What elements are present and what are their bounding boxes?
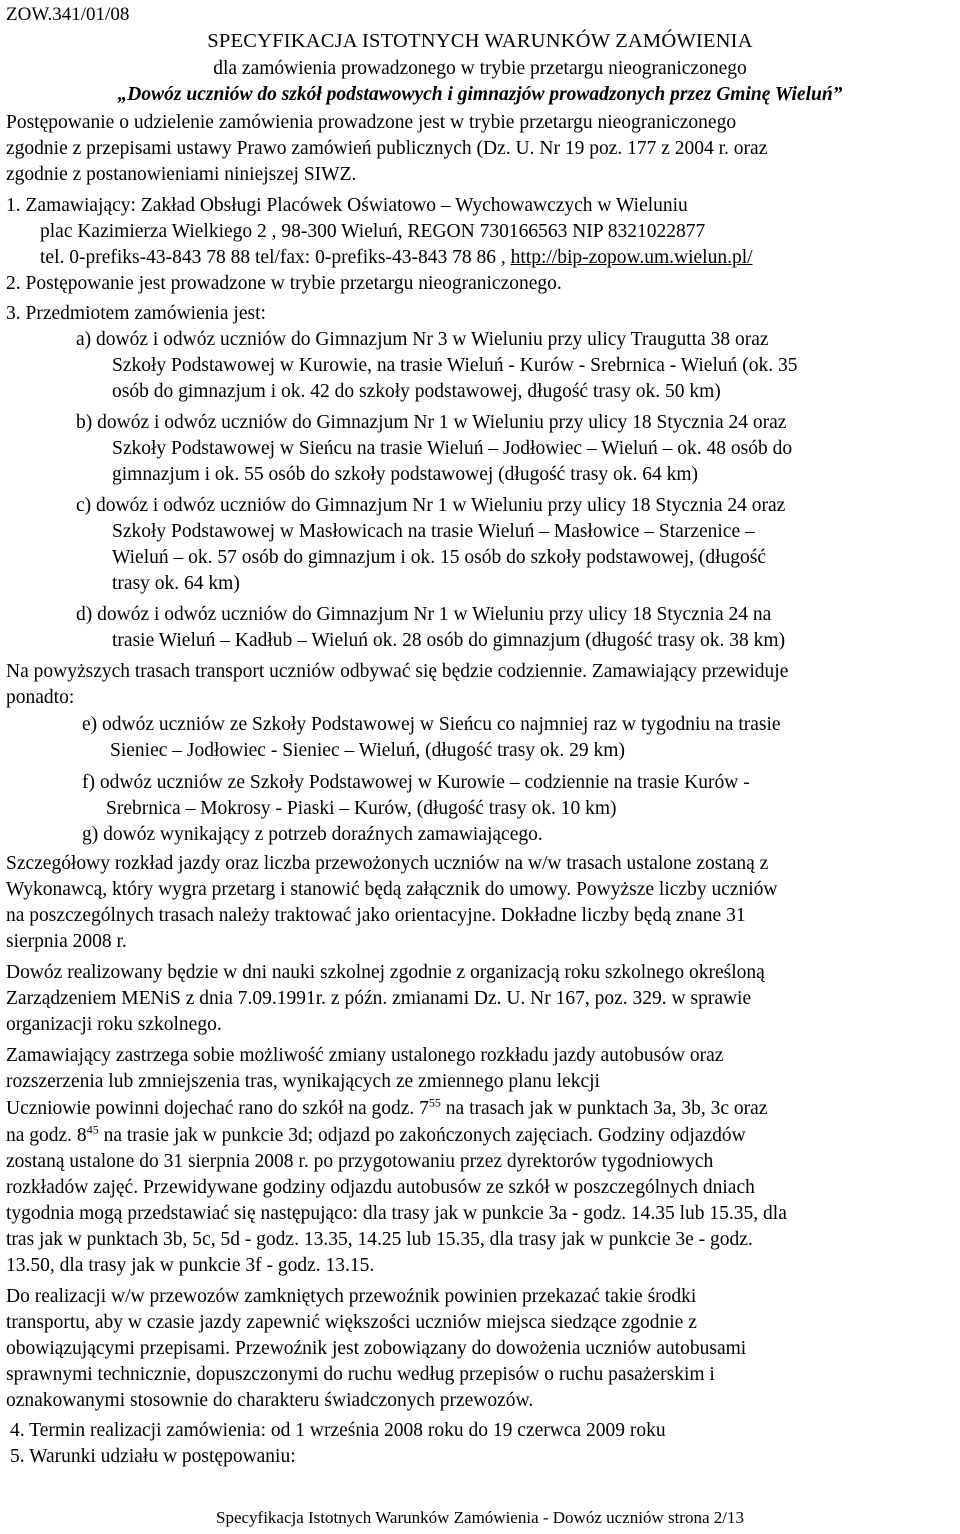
schedule-line: na poszczególnych trasach należy traktować jako orientacyjne. Dokładne liczby będą znane 31 — [6, 905, 746, 926]
arrival-line — [6, 1096, 767, 1122]
section-1-line: 1. Zamawiający: Zakład Obsługi Placówek Oświatowo – Wychowawczych w Wieluniu — [6, 195, 688, 216]
vehicle-requirements-line: Do realizacji w/w przewozów zamkniętych przewoźnik powinien przekazać takie środki — [6, 1286, 697, 1307]
daily-transport-line: Na powyższych trasach transport uczniów odbywać się będzie codziennie. Zamawiający przewiduje — [6, 661, 789, 682]
item-a-line: Szkoły Podstawowej w Kurowie, na trasie Wieluń - Kurów - Srebrnica - Wieluń (ok. 35 — [112, 355, 798, 376]
item-a-line: osób do gimnazjum i ok. 42 do szkoły podstawowej, długość trasy ok. 50 km) — [112, 381, 721, 402]
vehicle-requirements-line: obowiązującymi przepisami. Przewoźnik jest zobowiązany do dowożenia uczniów autobusami — [6, 1338, 747, 1359]
vehicle-requirements-line: transportu, aby w czasie jazdy zapewnić większości uczniów miejsca siedzące zgodnie z — [6, 1312, 697, 1333]
page-footer: Specyfikacja Istotnych Warunków Zamówienia - Dowóz uczniów strona 2/13 — [215, 1508, 744, 1527]
item-f-line: Srebrnica – Mokrosy - Piaski – Kurów, (długość trasy ok. 10 km) — [106, 798, 617, 819]
item-b-line: gimnazjum i ok. 55 osób do szkoły podstawowej (długość trasy ok. 64 km) — [112, 464, 699, 485]
item-d-line: d) dowóz i odwóz uczniów do Gimnazjum Nr 1 w Wieluniu przy ulicy 18 Stycznia 24 na — [76, 604, 772, 625]
section-1-contact — [40, 245, 753, 271]
item-c-line: Szkoły Podstawowej w Masłowicach na trasie Wieluń – Masłowice – Starzenice – — [112, 521, 755, 542]
schedule-line: Wykonawcą, który wygra przetarg i stanowić będą załącznik do umowy. Powyższe liczby uczniów — [6, 879, 778, 900]
item-c-line: c) dowóz i odwóz uczniów do Gimnazjum Nr 1 w Wieluniu przy ulicy 18 Stycznia 24 oraz — [76, 495, 786, 516]
item-b-line: b) dowóz i odwóz uczniów do Gimnazjum Nr 1 w Wieluniu przy ulicy 18 Stycznia 24 oraz — [76, 412, 787, 433]
document-title: SPECYFIKACJA ISTOTNYCH WARUNKÓW ZAMÓWIENIA — [207, 30, 753, 52]
document-subtitle: dla zamówienia prowadzonego w trybie przetargu nieograniczonego — [213, 58, 747, 79]
section-5: 5. Warunki udziału w postępowaniu: — [10, 1446, 296, 1467]
intro-line: Postępowanie o udzielenie zamówienia prowadzone jest w trybie przetargu nieograniczonego — [6, 112, 737, 133]
intro-line: zgodnie z postanowieniami niniejszej SIWZ. — [6, 164, 357, 185]
arrival-minutes: 45 — [86, 1122, 99, 1137]
section-3: 3. Przedmiotem zamówienia jest: — [6, 303, 266, 324]
section-4: 4. Termin realizacji zamówienia: od 1 września 2008 roku do 19 czerwca 2009 roku — [10, 1420, 666, 1441]
bip-link[interactable]: http://bip-zopow.um.wielun.pl/ — [510, 247, 753, 268]
item-f-line: f) odwóz uczniów ze Szkoły Podstawowej w Kurowie – codziennie na trasie Kurów - — [82, 772, 750, 793]
schedule-line: sierpnia 2008 r. — [6, 931, 127, 952]
section-2: 2. Postępowanie jest prowadzone w trybie przetargu nieograniczonego. — [6, 273, 562, 294]
departure-line: tygodnia mogą przedstawiać się następująco: dla trasy jak w punkcie 3a - godz. 14.35 lub 15.35, dla — [6, 1203, 787, 1224]
item-b-line: Szkoły Podstawowej w Sieńcu na trasie Wieluń – Jodłowiec – Wieluń – ok. 48 osób do — [112, 438, 793, 459]
school-days-line: Zarządzeniem MENiS z dnia 7.09.1991r. z późn. zmianami Dz. U. Nr 167, poz. 329. w sprawie — [6, 988, 752, 1009]
arrival-text: Uczniowie powinni dojechać rano do szkół na godz. 7 — [6, 1098, 429, 1119]
intro-line: zgodnie z przepisami ustawy Prawo zamówień publicznych (Dz. U. Nr 19 poz. 177 z 2004 r. oraz — [6, 138, 768, 159]
phone-numbers: tel. 0-prefiks-43-843 78 88 tel/fax: 0-prefiks-43-843 78 86 , — [40, 247, 511, 268]
arrival-text: na trasach jak w punktach 3a, 3b, 3c oraz — [440, 1098, 768, 1119]
vehicle-requirements-line: sprawnymi technicznie, dopuszczonymi do ruchu według przepisów o ruchu pasażerskim i — [6, 1364, 715, 1385]
reserve-line: rozszerzenia lub zmniejszenia tras, wynikających ze zmiennego planu lekcji — [6, 1071, 600, 1092]
item-g-line: g) dowóz wynikający z potrzeb doraźnych zamawiającego. — [82, 824, 543, 845]
schedule-line: Szczegółowy rozkład jazdy oraz liczba przewożonych uczniów na w/w trasach ustalone zostaną z — [6, 853, 769, 874]
document-reference: ZOW.341/01/08 — [6, 4, 130, 25]
arrival-text: na godz. 8 — [6, 1125, 87, 1146]
section-1-address: plac Kazimierza Wielkiego 2 , 98-300 Wieluń, REGON 730166563 NIP 8321022877 — [40, 221, 706, 242]
departure-line: tras jak w punktach 3b, 5c, 5d - godz. 13.35, 14.25 lub 15.35, dla trasy jak w punkcie 3e - godz. — [6, 1229, 753, 1250]
arrival-text: na trasie jak w punkcie 3d; odjazd po zakończonych zajęciach. Godziny odjazdów — [98, 1125, 746, 1146]
departure-line: rozkładów zajęć. Przewidywane godziny odjazdu autobusów ze szkół w poszczególnych dniach — [6, 1177, 755, 1198]
order-subject: „Dowóz uczniów do szkół podstawowych i gimnazjów prowadzonych przez Gminę Wieluń” — [117, 84, 843, 105]
item-e-line: Sieniec – Jodłowiec - Sieniec – Wieluń, (długość trasy ok. 29 km) — [110, 740, 625, 761]
departure-line: zostaną ustalone do 31 sierpnia 2008 r. po przygotowaniu przez dyrektorów tygodniowych — [6, 1151, 714, 1172]
school-days-line: Dowóz realizowany będzie w dni nauki szkolnej zgodnie z organizacją roku szkolnego określoną — [6, 962, 765, 983]
item-e-line: e) odwóz uczniów ze Szkoły Podstawowej w Sieńcu co najmniej raz w tygodniu na trasie — [82, 714, 781, 735]
departure-line: 13.50, dla trasy jak w punkcie 3f - godz. 13.15. — [6, 1255, 375, 1276]
daily-transport-line: ponadto: — [6, 687, 75, 708]
item-c-line: Wieluń – ok. 57 osób do gimnazjum i ok. 15 osób do szkoły podstawowej, (długość — [112, 547, 767, 568]
item-a-line: a) dowóz i odwóz uczniów do Gimnazjum Nr 3 w Wieluniu przy ulicy Traugutta 38 oraz — [76, 329, 769, 350]
arrival-line — [6, 1123, 746, 1149]
reserve-line: Zamawiający zastrzega sobie możliwość zmiany ustalonego rozkładu jazdy autobusów oraz — [6, 1045, 724, 1066]
arrival-minutes: 55 — [428, 1095, 441, 1110]
school-days-line: organizacji roku szkolnego. — [6, 1014, 222, 1035]
vehicle-requirements-line: oznakowanymi stosownie do charakteru świadczonych przewozów. — [6, 1390, 534, 1411]
item-d-line: trasie Wieluń – Kadłub – Wieluń ok. 28 osób do gimnazjum (długość trasy ok. 38 km) — [112, 630, 786, 651]
item-c-line: trasy ok. 64 km) — [112, 573, 240, 594]
